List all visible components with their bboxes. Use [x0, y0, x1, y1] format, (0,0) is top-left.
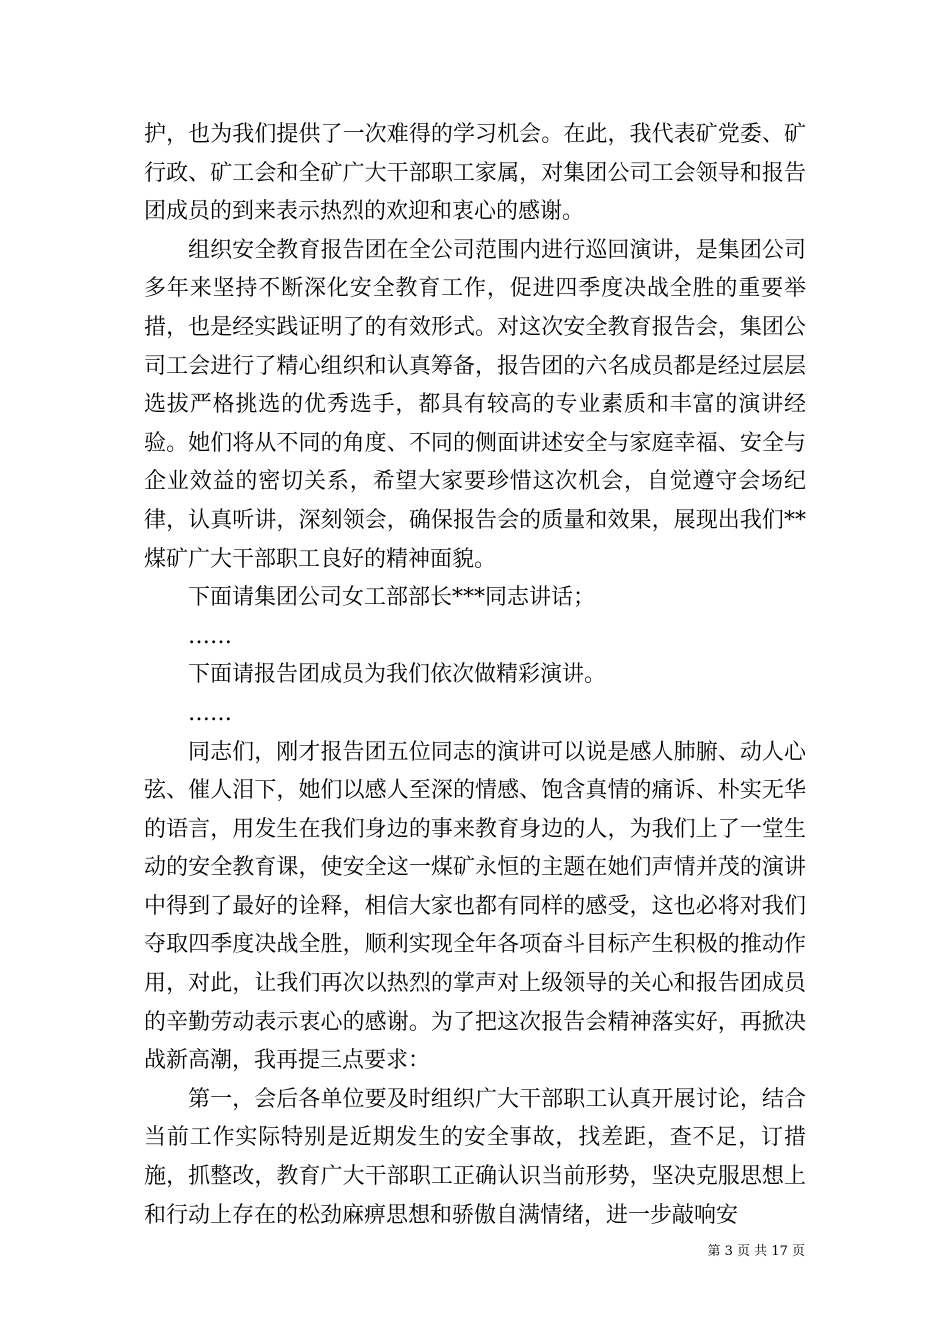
paragraph-ellipsis: ……: [188, 623, 232, 649]
paragraph-invite-reports: 下面请报告团成员为我们依次做精彩演讲。: [188, 662, 607, 688]
paragraph-requirement-one: 第一，会后各单位要及时组织广大干部职工认真开展讨论，结合当前工作实际特别是近期发生的安全事故，找差距，查不足，订措施，抓整改，教育广大干部职工正确认识当前形势，坚决克服思想上和行动上存在的松劲麻痹思想和骄傲自满情绪，进一步敲响安: [144, 1086, 806, 1228]
paragraph-comrades: 同志们，刚才报告团五位同志的演讲可以说是感人肺腑、动人心弦、催人泪下，她们以感人至深的情感、饱含真情的痛诉、朴实无华的语言，用发生在我们身边的事来教育身边的人，为我们上了一堂生动的安全教育课，使安全这一煤矿永恒的主题在她们声情并茂的演讲中得到了最好的诠释，相信大家也都有同样的感受，这也必将对我们夺取四季度决战全胜，顺利实现全年各项奋斗目标产生积极的推动作用，对此，让我们再次以热烈的掌声对上级领导的关心和报告团成员的辛勤劳动表示衷心的感谢。为了把这次报告会精神落实好，再掀决战新高潮，我再提三点要求：: [144, 739, 806, 1074]
page-number-footer: 第 3 页 共 17 页: [707, 1244, 805, 1259]
document-body: [144, 116, 806, 1235]
paragraph-continuation: 护，也为我们提供了一次难得的学习机会。在此，我代表矿党委、矿行政、矿工会和全矿广大干部职工家属，对集团公司工会领导和报告团成员的到来表示热烈的欢迎和衷心的感谢。: [144, 122, 806, 225]
paragraph-invite-speech: 下面请集团公司女工部部长***同志讲话；: [188, 585, 596, 611]
paragraph-ellipsis: ……: [188, 700, 232, 726]
paragraph-report-team: 组织安全教育报告团在全公司范围内进行巡回演讲，是集团公司多年来坚持不断深化安全教育工作，促进四季度决战全胜的重要举措，也是经实践证明了的有效形式。对这次安全教育报告会，集团公司工会进行了精心组织和认真筹备，报告团的六名成员都是经过层层选拔严格挑选的优秀选手，都具有较高的专业素质和丰富的演讲经验。她们将从不同的角度、不同的侧面讲述安全与家庭幸福、安全与企业效益的密切关系，希望大家要珍惜这次机会，自觉遵守会场纪律，认真听讲，深刻领会，确保报告会的质量和效果，展现出我们**煤矿广大干部职工良好的精神面貌。: [144, 237, 806, 572]
